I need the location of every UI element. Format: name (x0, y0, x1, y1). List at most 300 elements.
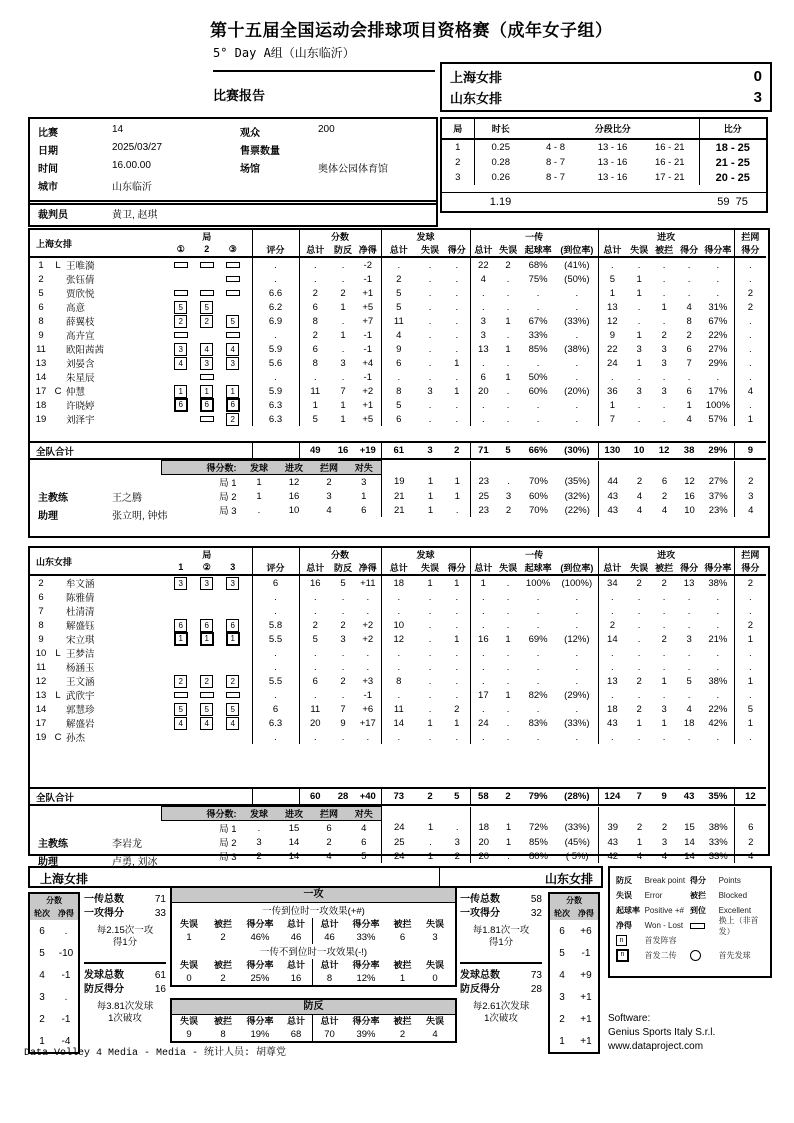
sets-played (162, 412, 252, 426)
att-percent: 42% (708, 717, 728, 729)
starting-position-box: 1 (174, 632, 188, 646)
block-points: . (734, 730, 766, 744)
rec-positive: 67% (528, 315, 548, 327)
static-element (30, 744, 766, 788)
jersey-number: 2 (38, 273, 44, 285)
bar-divider (439, 868, 440, 886)
rec-excellent: (100%) (561, 577, 593, 589)
stat-label: 防反得分 (460, 984, 500, 995)
score-total: . (299, 660, 331, 674)
serve-points: . (455, 689, 459, 701)
role (52, 660, 64, 674)
att-total: 36 (598, 384, 626, 398)
att-percent: . (716, 689, 720, 701)
set-stat: 24 (382, 821, 417, 836)
rotation-table-shandong (548, 892, 600, 1054)
player-row (30, 674, 766, 688)
rec-total: 22 (470, 257, 496, 272)
jersey-number: 12 (35, 675, 47, 687)
rotation-number: 2 (39, 1013, 45, 1025)
breakdown-header-row (162, 807, 767, 821)
serve-total: 5 (381, 286, 416, 300)
assistant-label: 助理 (38, 511, 58, 522)
serve-stats-shanghai (84, 969, 166, 1025)
set-number: 3 (455, 172, 461, 183)
set-breakdown-row (162, 503, 767, 517)
score-total: 8 (299, 356, 331, 370)
rec-positive: . (536, 731, 540, 743)
rec-positive: . (536, 619, 540, 631)
sets-played (162, 257, 252, 272)
att-points: 6 (686, 343, 692, 355)
set-stat: 4 (735, 849, 767, 863)
legend-term: 被拦 (690, 891, 706, 900)
set-breakdown-table (161, 806, 767, 863)
score-group-label: 分数 (299, 230, 381, 243)
rotation-col-label: 轮次 (30, 907, 54, 920)
starting-position-box: 6 (174, 398, 188, 412)
spacer (735, 461, 767, 475)
points-by-skill: 6 (361, 836, 367, 848)
player-name: 高卉宣 (66, 331, 95, 342)
serve-points: . (455, 731, 459, 743)
set-duration: 0.25 (474, 139, 527, 155)
att-blocked: 12 (652, 442, 676, 459)
rating: 6.6 (252, 286, 299, 300)
att-errors: . (637, 371, 641, 383)
rec-excellent: . (575, 647, 579, 659)
serve-points: . (455, 605, 459, 617)
team-name: 上海女排 (36, 238, 73, 249)
set-stat: 23 (471, 503, 497, 517)
rotation-net: +6 (580, 925, 592, 937)
rec-total: 20 (470, 384, 496, 398)
rec-errors: . (506, 703, 510, 715)
jersey-number: 17 (35, 385, 47, 397)
rec-total: 71 (470, 442, 496, 459)
att-errors: 2 (636, 675, 642, 687)
role (52, 328, 64, 342)
starting-position-box: 5 (226, 703, 239, 716)
rec-total: . (470, 618, 496, 632)
set-stat: 14 (684, 850, 695, 862)
rec-errors: . (506, 675, 510, 687)
spacer (382, 807, 417, 821)
starting-position-box: 2 (174, 315, 187, 328)
rec-total: . (470, 590, 496, 604)
att-points: 8 (686, 315, 692, 327)
stat-grid-row (172, 918, 455, 931)
rating: . (252, 604, 299, 618)
att-blocked: . (662, 259, 666, 271)
set-stat: 80% (528, 850, 548, 862)
serve-total: 8 (381, 674, 416, 688)
team-totals-row (30, 442, 766, 459)
rec-positive: . (536, 703, 540, 715)
score-net: +4 (362, 357, 374, 369)
stat-value: 33 (154, 908, 166, 919)
set-stat: 25 (471, 489, 497, 503)
score-net: . (366, 647, 370, 659)
legend-term: 得分 (690, 876, 706, 885)
att-percent: 35% (702, 788, 734, 805)
rec-total: . (470, 730, 496, 744)
jersey-number: 6 (38, 301, 44, 313)
sets-played (162, 398, 252, 412)
stat-note-line: 每3.81次发球 (96, 1001, 154, 1012)
substitute-dash-icon (174, 692, 188, 698)
set-breakdown-row (162, 821, 767, 836)
role (52, 716, 64, 730)
serve-total: . (381, 257, 416, 272)
stat-note-line: 1次破攻 (108, 1013, 142, 1024)
block-points: 4 (734, 384, 766, 398)
rec-positive-label: 起球率 (524, 563, 552, 573)
serve-total: . (381, 590, 416, 604)
score-net: +1 (362, 399, 374, 411)
rec-positive: . (536, 399, 540, 411)
serve-errors: . (428, 399, 432, 411)
set-slot (194, 632, 220, 646)
att-points: 13 (683, 577, 695, 589)
rating: . (252, 660, 299, 674)
rotation-table (30, 894, 78, 1052)
rotation-net: +1 (580, 1013, 592, 1025)
rec-total: . (470, 356, 496, 370)
set-stat: 10 (684, 504, 695, 516)
att-percent: 38% (708, 675, 728, 687)
points-by-skill: 4 (326, 504, 332, 516)
score-break: 9 (340, 717, 346, 729)
att-percent: 21% (708, 633, 728, 645)
spacer (703, 807, 735, 821)
att-percent: 22% (708, 703, 728, 715)
grid-cell: 1 (186, 932, 192, 943)
legend-term-en: Break point (644, 876, 686, 885)
rec-positive: 60% (528, 385, 548, 397)
att-blocked: 1 (661, 717, 667, 729)
breakdown-col-label: 对失 (347, 461, 382, 475)
starting-position-box: 2 (226, 413, 239, 426)
score-net: -1 (363, 329, 372, 341)
serve-points: 1 (454, 577, 460, 589)
score-net: +19 (355, 442, 381, 459)
player-row (30, 730, 766, 744)
att-errors: . (637, 731, 641, 743)
att-total: 18 (598, 702, 626, 716)
set-stat: 1 (427, 490, 434, 502)
serve-errors: . (428, 273, 432, 285)
grid-cell: 总计 (286, 919, 305, 929)
att-errors: 3 (636, 343, 642, 355)
set-slot (220, 577, 246, 590)
serve-points: . (455, 661, 459, 673)
serve-total-label: 总计 (381, 561, 416, 575)
first-attack-box (170, 886, 457, 987)
att-points: . (687, 661, 691, 673)
grid-cell: 12% (356, 973, 376, 984)
rating: 5.9 (252, 342, 299, 356)
static-element (30, 426, 766, 442)
stat-line (84, 907, 166, 921)
set-breakdown-row (162, 849, 767, 863)
set-stat: 1 (454, 476, 460, 488)
col-score: 比分 (699, 119, 766, 139)
set-stat: 2 (735, 475, 767, 490)
first-serve-circle-icon (690, 950, 701, 961)
player-name: 杨涵玉 (66, 663, 95, 674)
rotation-number: 3 (39, 991, 45, 1003)
page-title: 第十五届全国运动会排球项目资格赛（成年女子组） (210, 21, 613, 41)
att-percent: . (716, 731, 720, 743)
points-by-skill: 6 (326, 822, 332, 834)
static-element (442, 139, 766, 210)
att-points: . (687, 605, 691, 617)
totals-label: 全队合计 (30, 788, 252, 805)
rating-label: 评分 (252, 561, 299, 575)
starting-position-box: 3 (226, 577, 239, 590)
total-score: 59 75 (699, 193, 766, 211)
att-errors: 1 (636, 287, 642, 299)
rec-errors: 2 (496, 788, 520, 805)
set-slot (168, 703, 194, 716)
rec-errors: . (506, 273, 510, 285)
score-break-label: 防反 (334, 245, 353, 255)
rating: 5.9 (252, 384, 299, 398)
grid-cell: 0 (432, 973, 438, 984)
substitute-dash-icon (226, 290, 240, 296)
grid-cell: 46% (250, 932, 270, 943)
team-totals-row (30, 788, 766, 805)
att-total: 13 (598, 300, 626, 314)
serve-points: . (455, 315, 459, 327)
serve-errors: 1 (427, 717, 433, 729)
stat-grid-row (172, 1028, 455, 1041)
set-stat: 3 (735, 489, 767, 503)
starting-position-box: 2 (226, 675, 239, 688)
att-blocked: 2 (661, 329, 667, 341)
legend-row (616, 873, 764, 888)
score-break: 7 (340, 703, 346, 715)
rotation-net: +1 (580, 1035, 592, 1047)
att-percent: . (716, 371, 720, 383)
att-total: 1 (598, 398, 626, 412)
serve-points: . (455, 301, 459, 313)
stat-value: 32 (530, 908, 542, 919)
player-row (30, 590, 766, 604)
team-panel-shandong (28, 546, 770, 868)
set-stat: 33% (708, 850, 728, 862)
total-duration: 1.19 (474, 193, 527, 211)
role: C (54, 385, 62, 397)
rec-total: 58 (470, 788, 496, 805)
score-net: +40 (355, 788, 381, 805)
rec-positive: . (536, 647, 540, 659)
rotation-net: -10 (58, 947, 74, 959)
rec-positive: 85% (528, 343, 548, 355)
player-name: 郭慧珍 (66, 705, 95, 716)
block-points: . (734, 328, 766, 342)
divider (84, 962, 166, 964)
player-name: 刘泽宇 (66, 415, 95, 426)
role: L (55, 647, 61, 659)
role (52, 314, 64, 328)
att-points: . (687, 273, 691, 285)
set-breakdown-table (161, 460, 767, 517)
sets-played (162, 604, 252, 618)
set-number-label: 1 (178, 562, 184, 572)
att-blocked-label: 被拦 (655, 563, 674, 573)
set-stat: 4 (636, 850, 643, 862)
player-row (30, 412, 766, 426)
set-partial: 17 - 21 (654, 172, 685, 183)
rotation-number: 6 (39, 925, 45, 937)
score-net: . (366, 605, 370, 617)
rec-positive: . (536, 675, 540, 687)
score-break: . (341, 661, 345, 673)
starting-position-box: 4 (174, 357, 187, 370)
score-break: 1 (340, 413, 346, 425)
set-label: 局 1 (219, 478, 237, 489)
rating: 6.2 (252, 300, 299, 314)
att-errors: . (637, 647, 641, 659)
att-points: . (687, 287, 691, 299)
rating: . (252, 590, 299, 604)
score-break: 5 (340, 577, 346, 589)
jersey-number: 14 (35, 703, 47, 715)
points-by-skill: 12 (288, 476, 300, 488)
grid-cell: 39% (356, 1029, 376, 1040)
stat-value: 71 (154, 894, 166, 905)
rec-excellent: . (575, 731, 579, 743)
rating (252, 442, 299, 459)
static-element (30, 426, 766, 442)
spacer (445, 807, 471, 821)
set-number-label: ① (176, 244, 185, 254)
officials-box (28, 200, 438, 227)
serve-errors: . (428, 591, 432, 603)
set-slot (194, 619, 220, 632)
legend-term-en: Excellent (718, 906, 752, 915)
points-by-skill: 2 (326, 476, 332, 488)
score-net: +2 (362, 385, 374, 397)
rec-excellent: (33%) (564, 315, 590, 327)
score-total: 5 (299, 632, 331, 646)
att-total: 2 (598, 618, 626, 632)
player-row (30, 286, 766, 300)
rec-errors: . (506, 385, 510, 397)
set-stat: 42 (599, 849, 627, 863)
att-errors: 2 (636, 577, 642, 589)
role: C (54, 731, 62, 743)
att-points: 5 (686, 675, 692, 687)
att-blocked: . (662, 287, 666, 299)
serve-errors: . (428, 731, 432, 743)
jersey-number: 2 (38, 577, 44, 589)
rec-errors: . (506, 591, 510, 603)
att-errors: 3 (636, 385, 642, 397)
report-label: 比赛报告 (213, 70, 435, 104)
score-net-label: 净得 (358, 245, 377, 255)
starting-position-box: 2 (200, 675, 213, 688)
score-net: +11 (360, 577, 376, 589)
att-points: 43 (676, 788, 702, 805)
serve-total: . (381, 370, 416, 384)
rotation-row (550, 1008, 598, 1030)
set-stat: 44 (599, 475, 627, 490)
att-total: 7 (598, 412, 626, 426)
legend-icon-label: 换上（非首发） (718, 915, 759, 936)
grid-cell: 总计 (286, 960, 305, 970)
coach-block (38, 490, 168, 526)
serve-total-label: 总计 (381, 243, 416, 257)
set-stat: 20 (471, 835, 497, 849)
serve-errors: . (428, 287, 432, 299)
set-slot (194, 357, 220, 370)
att-points: 3 (686, 633, 692, 645)
att-total: 9 (598, 328, 626, 342)
assistant-names: 张立明, 钟炜 (112, 511, 168, 522)
grid-cell: 得分率 (352, 960, 380, 970)
stat-note (84, 1001, 166, 1025)
rec-excellent: . (575, 287, 579, 299)
rotation-net: . (64, 925, 68, 937)
block-points: . (734, 356, 766, 370)
info-label: 观众 (240, 128, 260, 139)
lineup-box-icon: n (616, 935, 627, 946)
rec-errors: . (506, 357, 510, 369)
sets-played (162, 356, 252, 370)
score-total: 49 (299, 442, 331, 459)
att-total: 130 (598, 442, 626, 459)
serve-stats-shandong (460, 969, 542, 1025)
breakdown-col-label: 拦网 (312, 807, 347, 821)
jersey-number: 19 (35, 731, 47, 743)
grid-cell: 46 (312, 931, 346, 944)
info-label: 时间 (38, 164, 58, 175)
spacer (445, 461, 471, 475)
att-total: . (598, 646, 626, 660)
points-by-skill: 15 (288, 822, 300, 834)
starting-position-box: 3 (226, 357, 239, 370)
rec-errors: . (506, 287, 510, 299)
rotation-number: 1 (559, 1035, 565, 1047)
score-break: 2 (340, 287, 346, 299)
substitute-dash-icon (690, 923, 705, 929)
stat-note (460, 925, 542, 949)
score-break: . (341, 605, 345, 617)
att-points: . (687, 647, 691, 659)
jersey-number: 5 (38, 287, 44, 299)
info-label: 售票数量 (240, 146, 280, 157)
points-by-skill: 10 (288, 504, 300, 516)
score-break: 2 (340, 675, 346, 687)
block-points: 1 (734, 716, 766, 730)
serve-total: 9 (381, 342, 416, 356)
software-line: Genius Sports Italy S.r.l. (608, 1027, 716, 1038)
starting-position-box: 2 (174, 675, 187, 688)
rec-excellent: . (575, 413, 579, 425)
set-stat: 14 (684, 836, 695, 848)
legend-term-en: Positive +# (644, 906, 684, 915)
jersey-number: 7 (38, 605, 44, 617)
jersey-number: 8 (38, 315, 44, 327)
set-stat: 1 (427, 504, 434, 516)
block-points: . (734, 590, 766, 604)
points-by-skill: 6 (361, 504, 367, 516)
spacer (557, 807, 599, 821)
legend-box (608, 866, 772, 978)
